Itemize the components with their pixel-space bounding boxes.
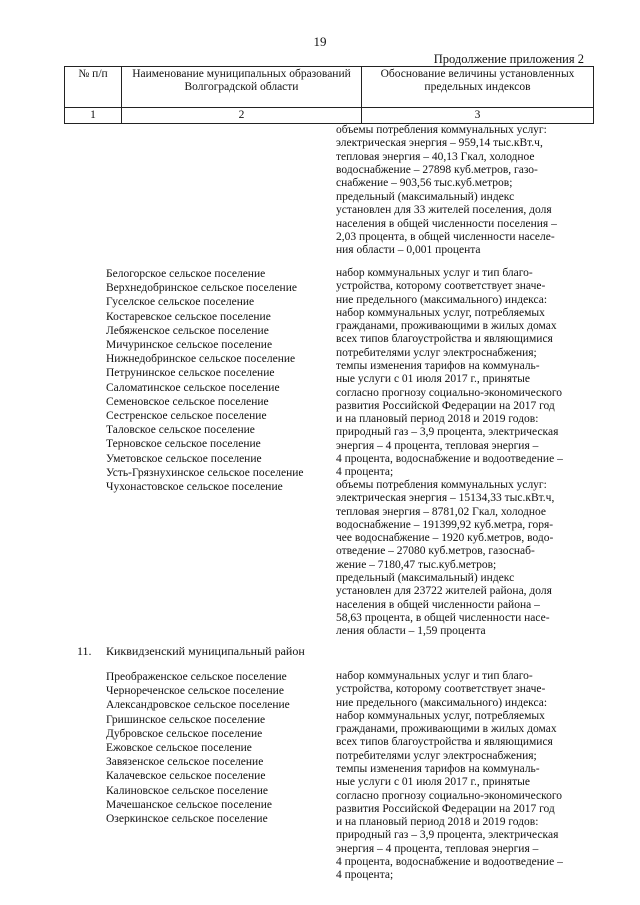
section11-service-set: набор коммунальных услуг и тип благо- устройства, которому соответствует значе- ние предельного (максимального) индекса: набор коммунальных услуг, потребляемых гражданами, проживающими в жилых домах всех типов благоустройства и являющимися потребителями услуг электроснабжения; xyxy=(336,670,557,762)
list-item: Гришинское сельское поселение xyxy=(106,713,266,726)
list-item: Нижнедобринское сельское поселение xyxy=(106,353,296,366)
list-item: Чернореченское сельское поселение xyxy=(106,685,284,698)
header-col-number: № п/п xyxy=(65,67,122,108)
list-item: Верхнедобринское сельское поселение xyxy=(106,282,297,295)
block1-index-population: предельный (максимальный) индекс установлен для 33 жителей поселения, доля населения в общей численности поселения – 2,03 процента, в общей численности населе- ния области – 0,001 процента xyxy=(336,191,557,257)
list-item: Лебяженское сельское поселение xyxy=(106,324,269,337)
block2-settlement-list xyxy=(106,267,346,494)
list-item: Усть-Грязнухинское сельское поселение xyxy=(106,466,304,479)
section-number: 11. xyxy=(77,644,92,658)
block2-consumption: объемы потребления коммунальных услуг: электрическая энергия – 15134,33 тыс.кВт.ч, тепловая энергия – 8781,02 Гкал, холодное водоснабжение – 191399,92 куб.метра, горя- чее водоснабжение – 1920 куб.метров, водо- отведение – 27080 куб.метров, газоснаб- жение – 7180,47 тыс.куб.метров; xyxy=(336,479,555,571)
continuation-label: Продолжение приложения 2 xyxy=(433,52,584,66)
list-item: Таловское сельское поселение xyxy=(106,424,255,437)
block1-consumption: объемы потребления коммунальных услуг: электрическая энергия – 959,14 тыс.кВт.ч, тепловая энергия – 40,13 Гкал, холодное водоснабжение – 27898 куб.метров, газо- снабжение – 903,56 тыс.куб.метров; xyxy=(336,124,547,190)
table-header xyxy=(64,66,594,124)
list-item: Калиновское сельское поселение xyxy=(106,784,268,797)
list-item: Белогорское сельское поселение xyxy=(106,268,266,280)
list-item: Семеновское сельское поселение xyxy=(106,395,269,408)
header-num-1: 1 xyxy=(65,108,122,124)
list-item: Уметовское сельское поселение xyxy=(106,452,262,465)
list-item: Озеркинское сельское поселение xyxy=(106,813,268,826)
header-col-justification: Обоснование величины установленных предельных индексов xyxy=(362,67,594,108)
list-item: Ежовское сельское поселение xyxy=(106,742,252,755)
list-item: Терновское сельское поселение xyxy=(106,438,261,451)
list-item: Костаревское сельское поселение xyxy=(106,310,271,323)
list-item: Дубровское сельское поселение xyxy=(106,727,263,740)
list-item: Александровское сельское поселение xyxy=(106,699,290,712)
list-item: Мичуринское сельское поселение xyxy=(106,339,273,352)
section-title: Киквидзенский муниципальный район xyxy=(106,644,305,658)
list-item: Гуселское сельское поселение xyxy=(106,296,255,309)
section11-settlement-list xyxy=(106,670,346,826)
header-num-2: 2 xyxy=(122,108,362,124)
list-item: Петрунинское сельское поселение xyxy=(106,367,275,380)
section11-tariff-rates: темпы изменения тарифов на коммуналь- ные услуги с 01 июля 2017 г., принятые согласно прогнозу социально-экономического развития Российской Федерации на 2017 год и на плановый период 2018 и 2019 годов: природный газ – 3,9 процента, электрическая энергия – 4 процента, тепловая энергия – 4 процента, водоснабжение и водоотведение – 4 процента; xyxy=(336,763,563,882)
list-item: Завязенское сельское поселение xyxy=(106,756,264,769)
list-item: Калачевское сельское поселение xyxy=(106,770,266,783)
block2-index-population: предельный (максимальный) индекс установлен для 23722 жителей района, доля населения в общей численности района – 58,63 процента, в общей численности насе- ления области – 1,59 процента xyxy=(336,572,552,638)
header-col-name: Наименование муниципальных образований Волгоградской области xyxy=(122,67,362,108)
block2-tariff-rates: темпы изменения тарифов на коммуналь- ные услуги с 01 июля 2017 г., принятые согласно прогнозу социально-экономического развития Российской Федерации на 2017 год и на плановый период 2018 и 2019 годов: природный газ – 3,9 процента, электрическая энергия – 4 процента, тепловая энергия – 4 процента, водоснабжение и водоотведение – 4 процента; xyxy=(336,360,563,479)
block2-service-set: набор коммунальных услуг и тип благо- устройства, которому соответствует значе- ние предельного (максимального) индекса: набор коммунальных услуг, потребляемых гражданами, проживающими в жилых домах всех типов благоустройства и являющимися потребителями услуг электроснабжения; xyxy=(336,267,557,359)
list-item: Саломатинское сельское поселение xyxy=(106,381,280,394)
list-item: Преображенское сельское поселение xyxy=(106,671,287,683)
list-item: Чухонастовское сельское поселение xyxy=(106,481,283,494)
page-number: 19 xyxy=(313,34,327,49)
list-item: Мачешанское сельское поселение xyxy=(106,798,272,811)
list-item: Сестренское сельское поселение xyxy=(106,410,267,423)
header-num-3: 3 xyxy=(362,108,594,124)
